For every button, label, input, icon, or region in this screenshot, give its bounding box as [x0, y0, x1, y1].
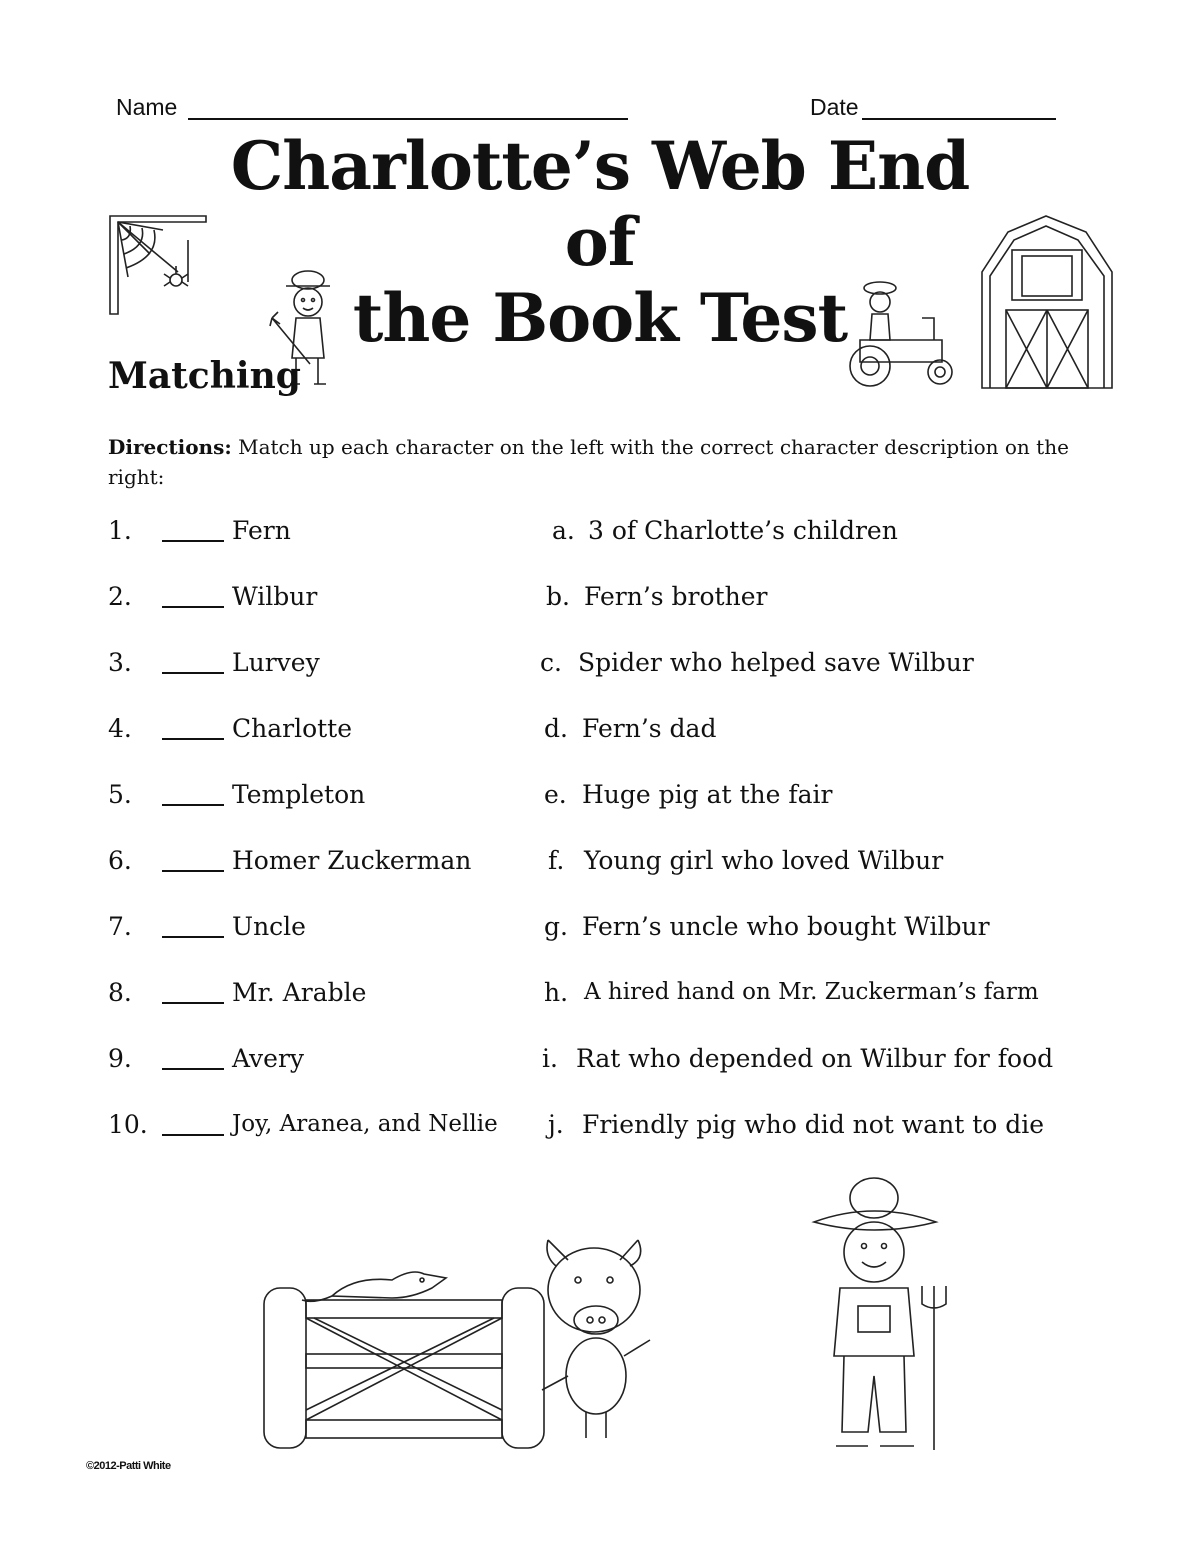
- item-number: 2.: [108, 582, 132, 611]
- item-number: 8.: [108, 978, 132, 1007]
- directions: [108, 432, 1098, 492]
- directions-text: Match up each character on the left with the correct character description on the right:: [108, 435, 1069, 489]
- answer-blank[interactable]: [162, 540, 224, 542]
- list-item: [0, 714, 600, 754]
- character-name: Fern: [232, 516, 291, 545]
- copyright-footer: ©2012-Patti White: [86, 1460, 171, 1472]
- name-line[interactable]: [188, 118, 628, 120]
- description-text: 3 of Charlotte’s children: [588, 516, 898, 545]
- description-text: Huge pig at the fair: [582, 780, 833, 809]
- answer-blank[interactable]: [162, 738, 224, 740]
- character-name: Lurvey: [232, 648, 320, 677]
- character-name: Mr. Arable: [232, 978, 367, 1007]
- date-label: Date: [810, 94, 859, 120]
- pig-icon: [538, 1236, 656, 1442]
- description-letter: e.: [544, 780, 567, 809]
- description-letter: i.: [542, 1044, 558, 1073]
- item-number: 1.: [108, 516, 132, 545]
- description-letter: f.: [548, 846, 565, 875]
- description-item: [544, 912, 1104, 952]
- description-letter: g.: [544, 912, 568, 941]
- barn-icon: [978, 212, 1116, 390]
- answer-blank[interactable]: [162, 1002, 224, 1004]
- item-number: 6.: [108, 846, 132, 875]
- description-item: [548, 846, 1108, 886]
- character-name: Joy, Aranea, and Nellie: [232, 1111, 498, 1137]
- description-item: [542, 1044, 1102, 1084]
- description-item: [548, 1110, 1108, 1150]
- answer-blank[interactable]: [162, 1068, 224, 1070]
- description-item: [540, 648, 1100, 688]
- description-letter: a.: [552, 516, 575, 545]
- name-label: Name: [116, 94, 178, 120]
- list-item: [0, 582, 600, 622]
- list-item: [0, 1110, 600, 1150]
- description-text: Young girl who loved Wilbur: [584, 846, 944, 875]
- answer-blank[interactable]: [162, 870, 224, 872]
- item-number: 7.: [108, 912, 132, 941]
- description-item: [544, 978, 1104, 1018]
- description-item: [552, 516, 1112, 556]
- character-name: Homer Zuckerman: [232, 846, 472, 875]
- rat-on-fence-icon: [262, 1244, 547, 1456]
- description-letter: j.: [548, 1110, 564, 1139]
- title-line-2: the Book Test: [352, 279, 848, 357]
- description-text: Rat who depended on Wilbur for food: [576, 1044, 1054, 1073]
- character-name: Uncle: [232, 912, 306, 941]
- character-name: Templeton: [232, 780, 366, 809]
- list-item: [0, 780, 600, 820]
- date-line[interactable]: [862, 118, 1056, 120]
- answer-blank[interactable]: [162, 672, 224, 674]
- description-letter: h.: [544, 978, 569, 1007]
- section-title: Matching: [108, 355, 301, 397]
- farm-boy-icon: [810, 1176, 958, 1452]
- description-item: [544, 714, 1104, 754]
- description-letter: b.: [546, 582, 570, 611]
- list-item: [0, 1044, 600, 1084]
- spider-web-icon: [108, 212, 208, 317]
- description-text: Fern’s dad: [582, 714, 717, 743]
- answer-blank[interactable]: [162, 606, 224, 608]
- item-number: 10.: [108, 1110, 148, 1139]
- answer-blank[interactable]: [162, 804, 224, 806]
- directions-label: Directions:: [108, 435, 232, 459]
- answer-blank[interactable]: [162, 936, 224, 938]
- answer-blank[interactable]: [162, 1134, 224, 1136]
- list-item: [0, 978, 600, 1018]
- list-item: [0, 912, 600, 952]
- character-name: Wilbur: [232, 582, 318, 611]
- description-text: Fern’s uncle who bought Wilbur: [582, 912, 990, 941]
- description-text: A hired hand on Mr. Zuckerman’s farm: [584, 979, 1039, 1005]
- farmer-tractor-icon: [842, 278, 960, 390]
- description-item: [544, 780, 1104, 820]
- description-letter: d.: [544, 714, 568, 743]
- list-item: [0, 516, 600, 556]
- character-name: Charlotte: [232, 714, 353, 743]
- item-number: 9.: [108, 1044, 132, 1073]
- list-item: [0, 846, 600, 886]
- description-item: [546, 582, 1106, 622]
- character-name: Avery: [232, 1044, 305, 1073]
- item-number: 5.: [108, 780, 132, 809]
- list-item: [0, 648, 600, 688]
- item-number: 3.: [108, 648, 132, 677]
- description-text: Spider who helped save Wilbur: [578, 648, 974, 677]
- description-text: Fern’s brother: [584, 582, 768, 611]
- item-number: 4.: [108, 714, 132, 743]
- description-text: Friendly pig who did not want to die: [582, 1110, 1045, 1139]
- title-line-1: Charlotte’s Web End of: [230, 127, 970, 281]
- description-letter: c.: [540, 648, 562, 677]
